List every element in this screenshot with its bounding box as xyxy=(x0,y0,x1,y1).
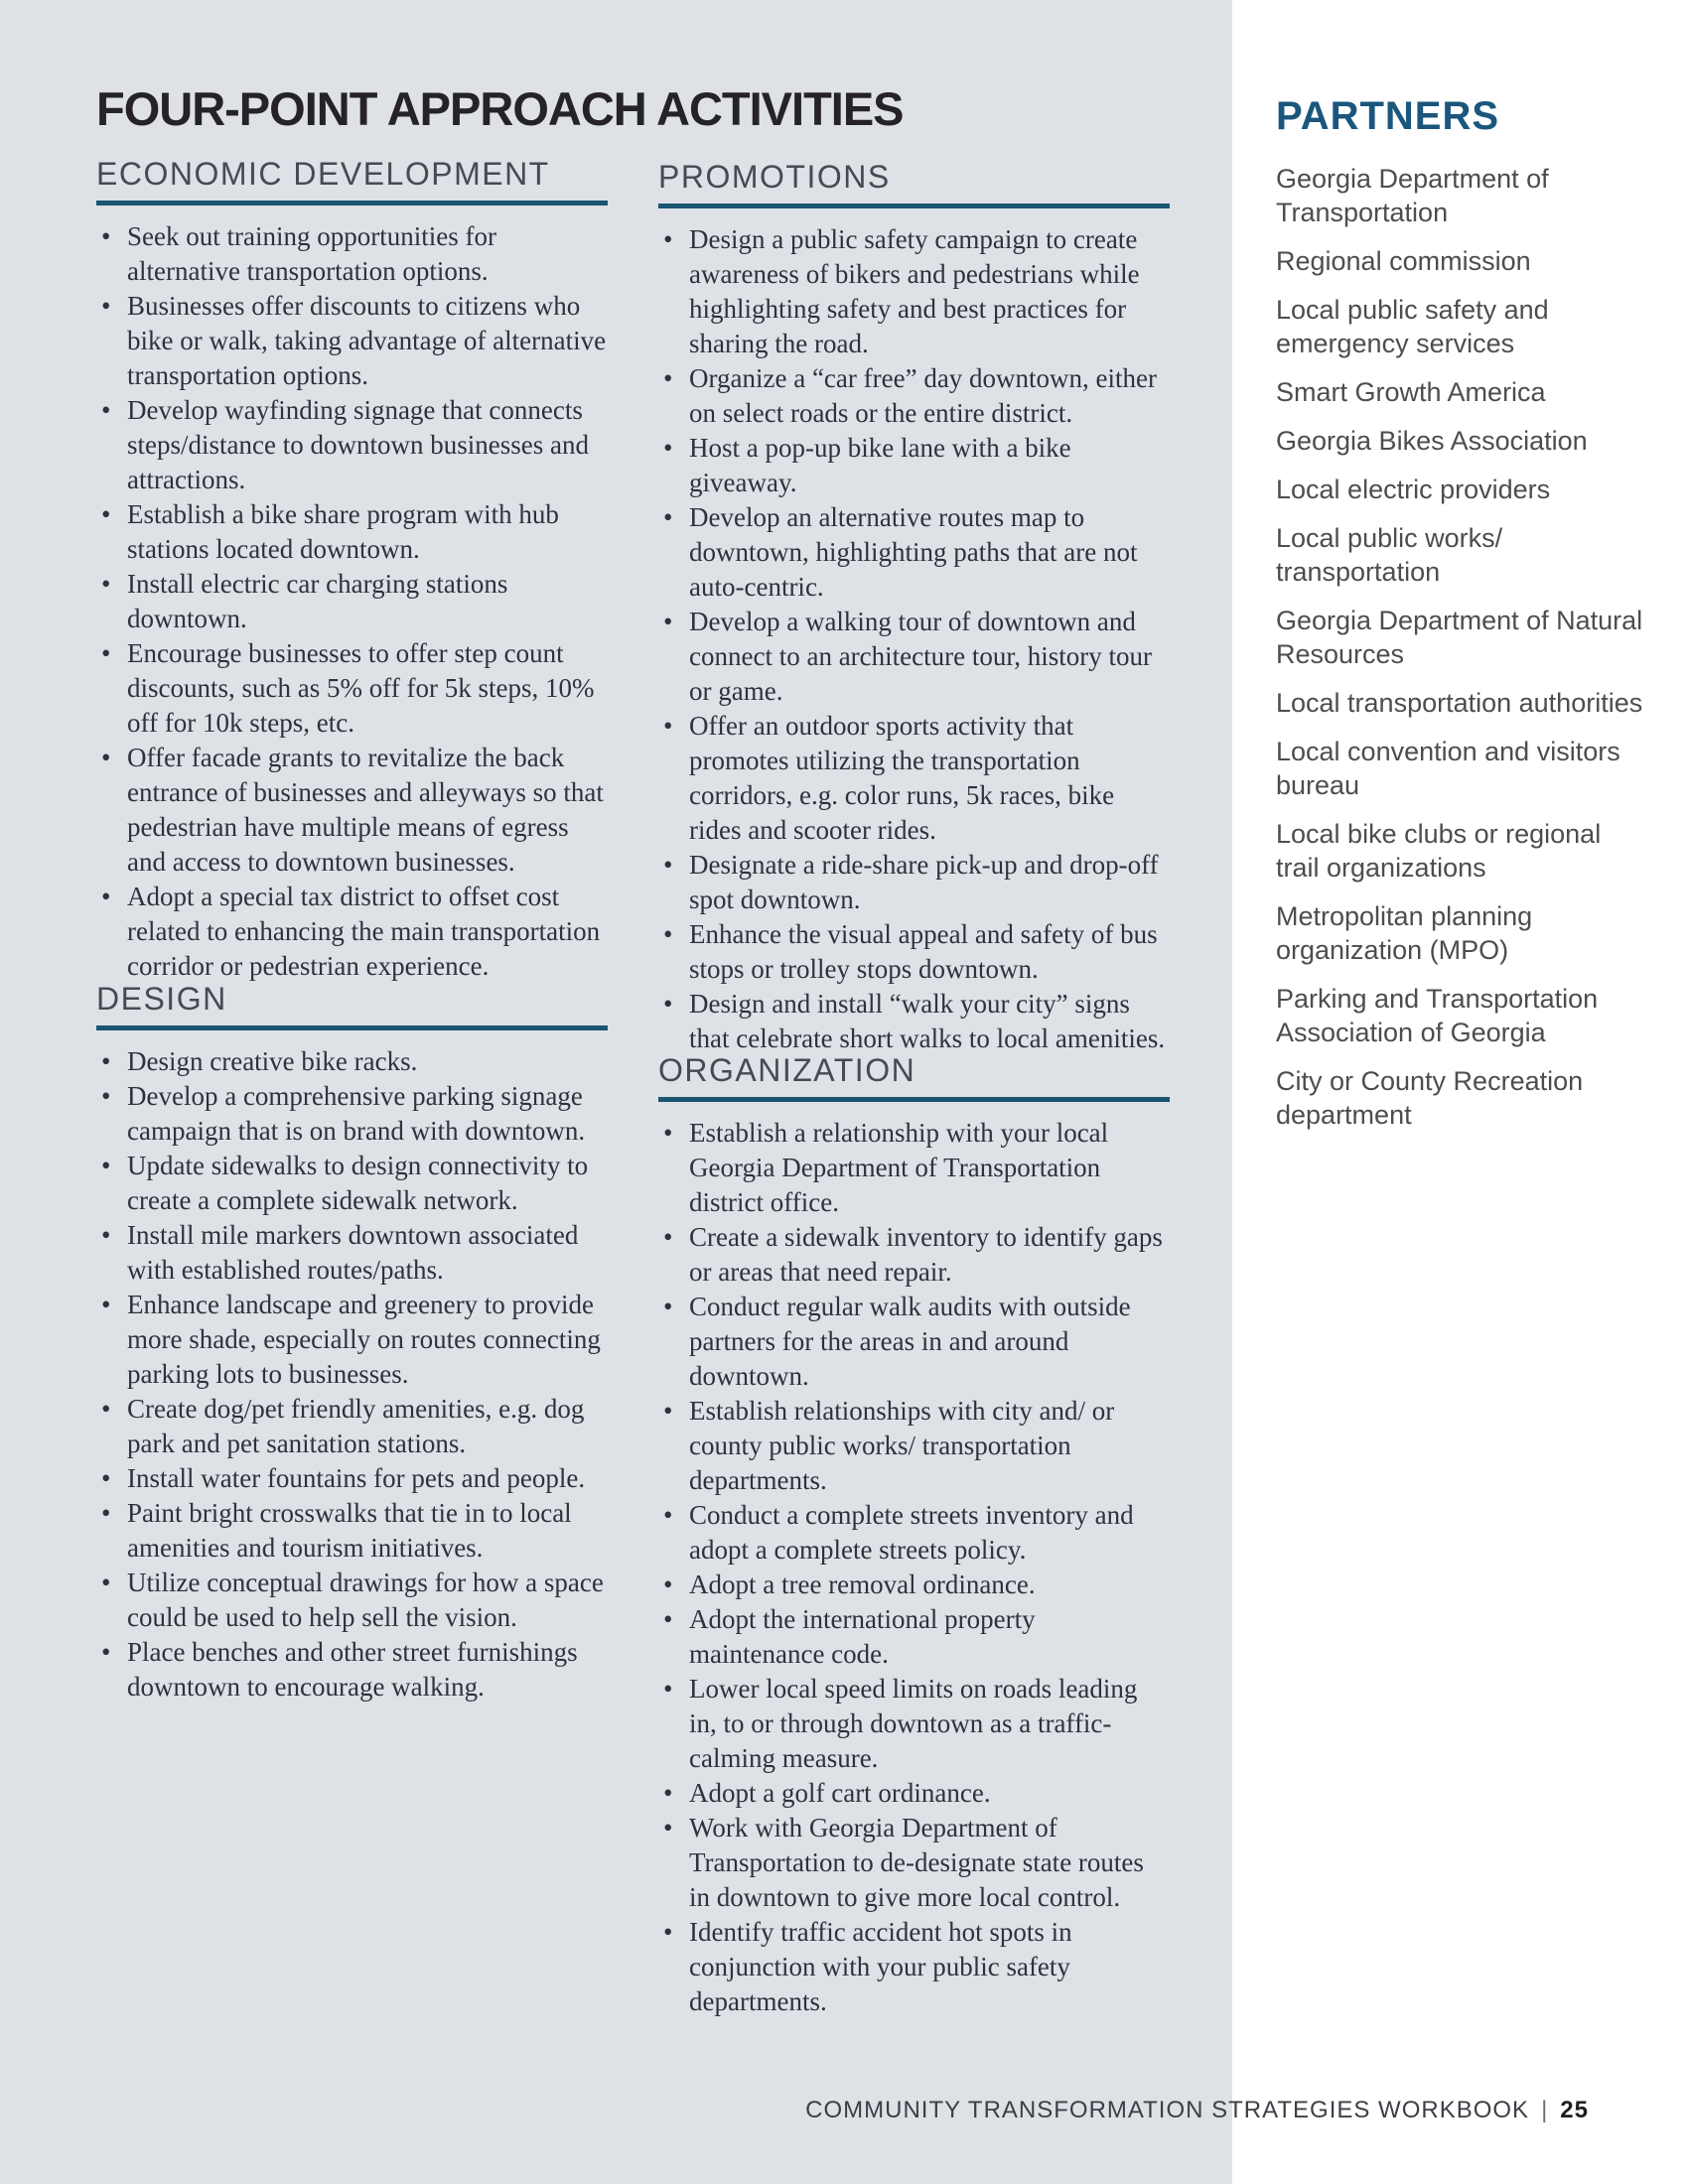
partner-item: Metropolitan planning organization (MPO) xyxy=(1276,901,1533,965)
bullet-list xyxy=(96,219,608,984)
list-item: • Conduct a complete streets inventory and adopt a complete streets policy. xyxy=(658,1498,1170,1568)
list-item: • Organize a “car free” day downtown, either on select roads or the entire district. xyxy=(658,361,1170,431)
partner-item: Georgia Department of Natural Resources xyxy=(1276,606,1643,669)
list-item: • Install mile markers downtown associated with established routes/paths. xyxy=(96,1218,608,1288)
section-heading: DESIGN xyxy=(96,981,227,1017)
list-item: • Adopt the international property maintenance code. xyxy=(658,1602,1170,1672)
section-heading: ORGANIZATION xyxy=(658,1052,916,1088)
footer-text: COMMUNITY TRANSFORMATION STRATEGIES WORKBOOK xyxy=(805,2097,1530,2123)
footer-page-number: 25 xyxy=(1560,2097,1589,2123)
list-item: • Conduct regular walk audits with outside partners for the areas in and around downtown. xyxy=(658,1290,1170,1394)
list-item: • Offer an outdoor sports activity that promotes utilizing the transportation corridors, e.g. color runs, 5k races, bike rides and scooter rides. xyxy=(658,709,1170,848)
partner-item: Local bike clubs or regional trail organizations xyxy=(1276,819,1602,883)
list-item: • Develop an alternative routes map to downtown, highlighting paths that are not auto-centric. xyxy=(658,500,1170,605)
list-item: • Businesses offer discounts to citizens who bike or walk, taking advantage of alternative transportation options. xyxy=(96,289,608,393)
partner-item: Georgia Department of Transportation xyxy=(1276,164,1549,227)
partners-panel xyxy=(1276,94,1643,1147)
partner-item: Parking and Transportation Association of Georgia xyxy=(1276,984,1599,1047)
list-item: • Establish a relationship with your local Georgia Department of Transportation district office. xyxy=(658,1116,1170,1220)
partner-item: Local convention and visitors bureau xyxy=(1276,737,1620,800)
footer xyxy=(805,2097,1589,2124)
list-item: • Develop wayfinding signage that connects steps/distance to downtown businesses and attractions. xyxy=(96,393,608,497)
list-item: • Adopt a special tax district to offset cost related to enhancing the main transportation corridor or pedestrian experience. xyxy=(96,880,608,984)
list-item: • Designate a ride-share pick-up and drop-off spot downtown. xyxy=(658,848,1170,917)
partner-item: Smart Growth America xyxy=(1276,377,1546,407)
list-item: • Work with Georgia Department of Transportation to de-designate state routes in downtown to give more local control. xyxy=(658,1811,1170,1915)
list-item: • Utilize conceptual drawings for how a space could be used to help sell the vision. xyxy=(96,1566,608,1635)
list-item: • Adopt a golf cart ordinance. xyxy=(658,1776,1170,1811)
list-item: • Offer facade grants to revitalize the back entrance of businesses and alleyways so that pedestrian have multiple means of egress and access to downtown businesses. xyxy=(96,741,608,880)
section-heading: ECONOMIC DEVELOPMENT xyxy=(96,156,550,192)
list-item: • Enhance the visual appeal and safety of bus stops or trolley stops downtown. xyxy=(658,917,1170,987)
section-underline xyxy=(96,201,608,205)
list-item: • Identify traffic accident hot spots in conjunction with your public safety departments. xyxy=(658,1915,1170,2019)
list-item: • Place benches and other street furnishings downtown to encourage walking. xyxy=(96,1635,608,1705)
partner-item: Local public safety and emergency services xyxy=(1276,295,1549,358)
partner-item: Local public works/ transportation xyxy=(1276,523,1503,587)
list-item: • Update sidewalks to design connectivity to create a complete sidewalk network. xyxy=(96,1149,608,1218)
bullet-list xyxy=(658,1116,1170,2019)
list-item: • Paint bright crosswalks that tie in to local amenities and tourism initiatives. xyxy=(96,1496,608,1566)
partner-item: Local transportation authorities xyxy=(1276,688,1643,718)
bullet-list xyxy=(96,1044,608,1705)
section-underline xyxy=(658,1097,1170,1102)
list-item: • Design creative bike racks. xyxy=(96,1044,608,1079)
page-title: FOUR-POINT APPROACH ACTIVITIES xyxy=(96,82,904,135)
list-item: • Create dog/pet friendly amenities, e.g. dog park and pet sanitation stations. xyxy=(96,1392,608,1461)
partner-item: City or County Recreation department xyxy=(1276,1066,1584,1130)
list-item: • Establish relationships with city and/ or county public works/ transportation departments. xyxy=(658,1394,1170,1498)
section-organization xyxy=(658,1053,1170,2019)
list-item: • Establish a bike share program with hub stations located downtown. xyxy=(96,497,608,567)
section-underline xyxy=(658,204,1170,208)
list-item: • Create a sidewalk inventory to identify gaps or areas that need repair. xyxy=(658,1220,1170,1290)
list-item: • Encourage businesses to offer step count discounts, such as 5% off for 5k steps, 10% off for 10k steps, etc. xyxy=(96,636,608,741)
list-item: • Develop a walking tour of downtown and connect to an architecture tour, history tour or game. xyxy=(658,605,1170,709)
list-item: • Enhance landscape and greenery to provide more shade, especially on routes connecting parking lots to businesses. xyxy=(96,1288,608,1392)
partner-item: Georgia Bikes Association xyxy=(1276,426,1588,456)
list-item: • Develop a comprehensive parking signage campaign that is on brand with downtown. xyxy=(96,1079,608,1149)
partner-item: Regional commission xyxy=(1276,246,1531,276)
section-economic-development xyxy=(96,157,608,984)
footer-separator: | xyxy=(1541,2097,1549,2123)
list-item: • Lower local speed limits on roads leading in, to or through downtown as a traffic-calming measure. xyxy=(658,1672,1170,1776)
list-item: • Seek out training opportunities for alternative transportation options. xyxy=(96,219,608,289)
list-item: • Host a pop-up bike lane with a bike giveaway. xyxy=(658,431,1170,500)
section-heading: PROMOTIONS xyxy=(658,159,891,195)
bullet-list xyxy=(658,222,1170,1056)
section-design xyxy=(96,982,608,1705)
list-item: • Design and install “walk your city” signs that celebrate short walks to local amenities. xyxy=(658,987,1170,1056)
list-item: • Adopt a tree removal ordinance. xyxy=(658,1568,1170,1602)
list-item: • Design a public safety campaign to create awareness of bikers and pedestrians while highlighting safety and best practices for sharing the road. xyxy=(658,222,1170,361)
section-underline xyxy=(96,1025,608,1030)
section-promotions xyxy=(658,160,1170,1056)
partners-title: PARTNERS xyxy=(1276,94,1500,138)
list-item: • Install water fountains for pets and people. xyxy=(96,1461,608,1496)
list-item: • Install electric car charging stations downtown. xyxy=(96,567,608,636)
partners-list xyxy=(1276,162,1643,1132)
partner-item: Local electric providers xyxy=(1276,475,1551,504)
